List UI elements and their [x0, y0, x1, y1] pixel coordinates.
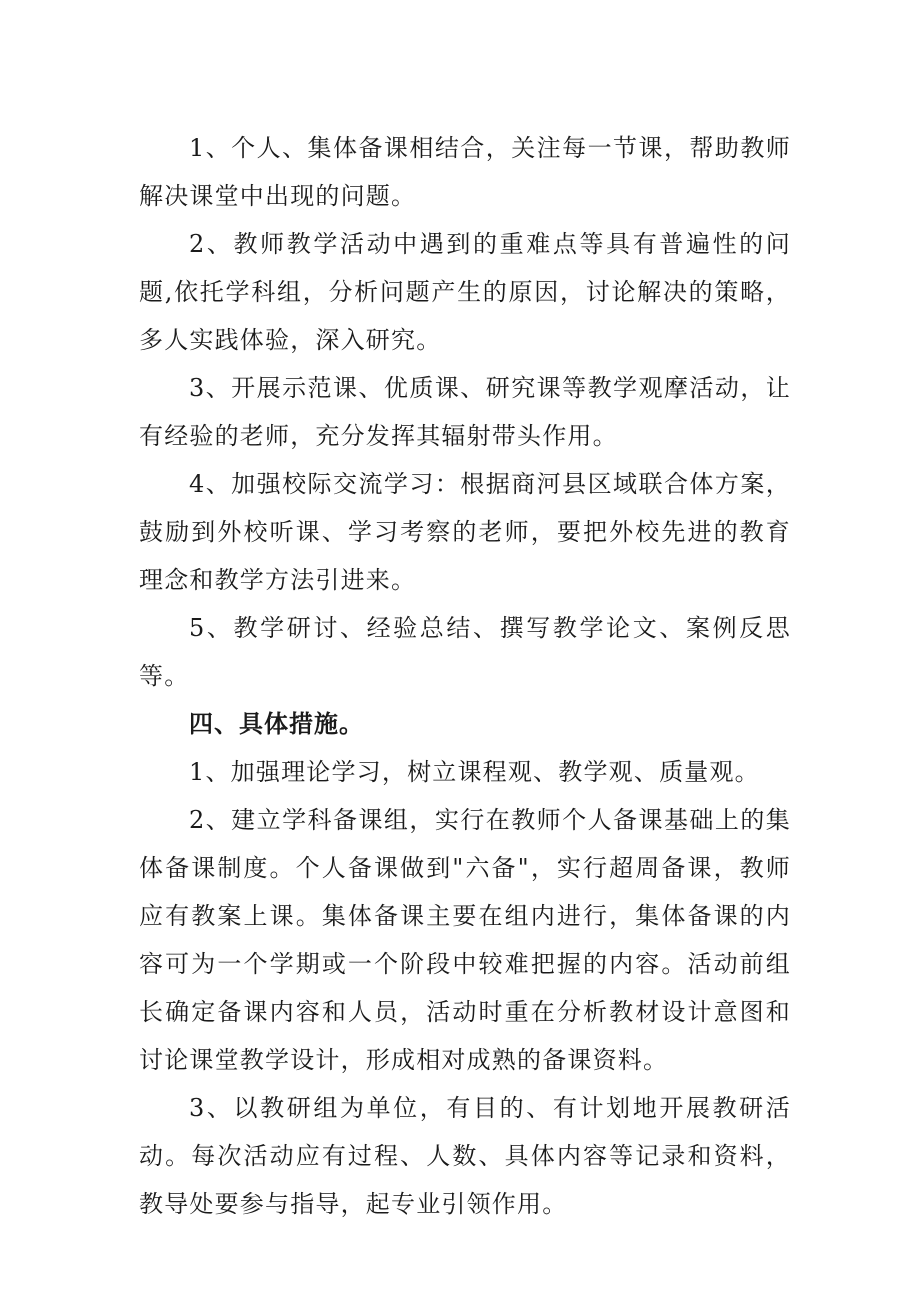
- paragraph-5: 5、教学研讨、经验总结、撰写教学论文、案例反思等。: [139, 614, 791, 690]
- paragraph-3: 3、开展示范课、优质课、研究课等教学观摩活动，让有经验的老师，充分发挥其辐射带头作用。: [139, 374, 791, 450]
- measure-3: 3、以教研组为单位，有目的、有计划地开展教研活动。每次活动应有过程、人数、具体内容等记录和资料，教导处要参与指导，起专业引领作用。: [139, 1094, 791, 1218]
- measure-2: 2、建立学科备课组，实行在教师个人备课基础上的集体备课制度。个人备课做到"六备"，实行超周备课，教师应有教案上课。集体备课主要在组内进行，集体备课的内容可为一个学期或一个阶段中较难把握的内容。活动前组长确定备课内容和人员，活动时重在分析教材设计意图和讨论课堂教学设计，形成相对成熟的备课资料。: [139, 806, 791, 1074]
- section-heading: 四、具体措施。: [189, 710, 364, 738]
- paragraph-2: 2、教师教学活动中遇到的重难点等具有普遍性的问题,依托学科组，分析问题产生的原因，讨论解决的策略，多人实践体验，深入研究。: [139, 230, 791, 354]
- document-body: [139, 124, 791, 1228]
- paragraph-1: 1、个人、集体备课相结合，关注每一节课，帮助教师解决课堂中出现的问题。: [139, 134, 791, 210]
- measure-1: 1、加强理论学习，树立课程观、教学观、质量观。: [189, 758, 760, 786]
- paragraph-4: 4、加强校际交流学习：根据商河县区域联合体方案，鼓励到外校听课、学习考察的老师，要把外校先进的教育理念和教学方法引进来。: [139, 470, 791, 594]
